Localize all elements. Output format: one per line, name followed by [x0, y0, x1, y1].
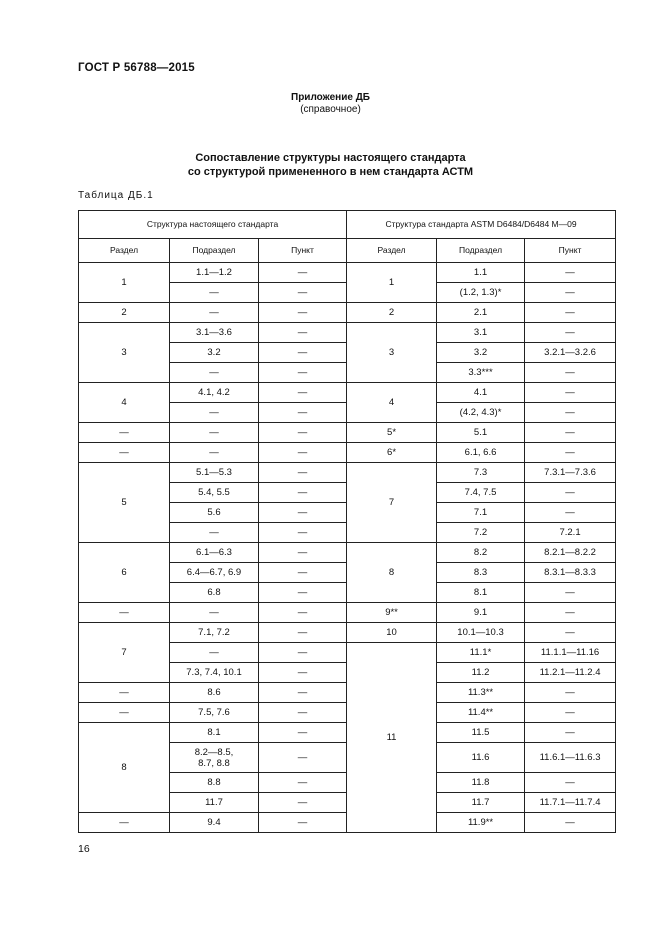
astm-section-cell: 9** — [347, 603, 437, 623]
col-header-astm-clause: Пункт — [525, 239, 616, 263]
section-cell: — — [79, 683, 170, 703]
subsection-cell: — — [170, 423, 259, 443]
subsection-cell: — — [170, 643, 259, 663]
clause-cell: — — [259, 813, 347, 833]
table-row — [79, 323, 616, 343]
astm-clause-cell: 8.2.1—8.2.2 — [525, 543, 616, 563]
clause-cell: — — [259, 743, 347, 773]
table-header-group-row — [79, 211, 616, 239]
astm-subsection-cell: 11.9** — [437, 813, 525, 833]
col-header-astm-subsection: Подраздел — [437, 239, 525, 263]
comparison-table — [78, 210, 616, 833]
astm-subsection-cell: 2.1 — [437, 303, 525, 323]
subsection-cell: — — [170, 603, 259, 623]
subsection-cell: — — [170, 303, 259, 323]
table-row — [79, 443, 616, 463]
subsection-cell: 1.1—1.2 — [170, 263, 259, 283]
subsection-cell: 6.4—6.7, 6.9 — [170, 563, 259, 583]
astm-subsection-cell: 11.1* — [437, 643, 525, 663]
astm-clause-cell: — — [525, 283, 616, 303]
astm-subsection-cell: 11.2 — [437, 663, 525, 683]
section-cell: — — [79, 813, 170, 833]
astm-clause-cell: — — [525, 363, 616, 383]
astm-clause-cell: — — [525, 683, 616, 703]
astm-subsection-cell: 9.1 — [437, 603, 525, 623]
section-cell: 1 — [79, 263, 170, 303]
astm-subsection-cell: 11.6 — [437, 743, 525, 773]
astm-subsection-cell: 7.3 — [437, 463, 525, 483]
section-cell: — — [79, 443, 170, 463]
subsection-cell: — — [170, 443, 259, 463]
astm-subsection-cell: 7.1 — [437, 503, 525, 523]
astm-clause-cell: 11.7.1—11.7.4 — [525, 793, 616, 813]
section-cell: 8 — [79, 723, 170, 813]
astm-clause-cell: 7.2.1 — [525, 523, 616, 543]
clause-cell: — — [259, 563, 347, 583]
section-cell: — — [79, 423, 170, 443]
header-our-standard: Структура настоящего стандарта — [79, 211, 347, 239]
subsection-cell: 7.5, 7.6 — [170, 703, 259, 723]
astm-clause-cell: — — [525, 773, 616, 793]
col-header-astm-section: Раздел — [347, 239, 437, 263]
table-caption: Таблица ДБ.1 — [78, 190, 154, 201]
section-cell: 4 — [79, 383, 170, 423]
astm-section-cell: 11 — [347, 643, 437, 833]
clause-cell: — — [259, 303, 347, 323]
astm-clause-cell: — — [525, 623, 616, 643]
clause-cell: — — [259, 663, 347, 683]
table-header-columns-row — [79, 239, 616, 263]
subsection-cell: 5.6 — [170, 503, 259, 523]
clause-cell: — — [259, 483, 347, 503]
clause-cell: — — [259, 263, 347, 283]
clause-cell: — — [259, 403, 347, 423]
astm-section-cell: 6* — [347, 443, 437, 463]
astm-section-cell: 2 — [347, 303, 437, 323]
astm-section-cell: 10 — [347, 623, 437, 643]
astm-subsection-cell: 10.1—10.3 — [437, 623, 525, 643]
astm-clause-cell: — — [525, 703, 616, 723]
astm-clause-cell: 11.1.1—11.16 — [525, 643, 616, 663]
subsection-cell: 4.1, 4.2 — [170, 383, 259, 403]
table-row — [79, 623, 616, 643]
clause-cell: — — [259, 503, 347, 523]
astm-subsection-cell: 11.5 — [437, 723, 525, 743]
astm-subsection-cell: 8.2 — [437, 543, 525, 563]
page-number: 16 — [78, 843, 90, 855]
astm-clause-cell: — — [525, 263, 616, 283]
table-row — [79, 543, 616, 563]
subsection-cell: 3.2 — [170, 343, 259, 363]
subsection-cell — [170, 743, 259, 773]
clause-cell: — — [259, 793, 347, 813]
clause-cell: — — [259, 343, 347, 363]
astm-subsection-cell: 3.1 — [437, 323, 525, 343]
clause-cell: — — [259, 463, 347, 483]
astm-clause-cell: — — [525, 323, 616, 343]
astm-section-cell: 4 — [347, 383, 437, 423]
clause-cell: — — [259, 523, 347, 543]
table-row — [79, 423, 616, 443]
astm-section-cell: 8 — [347, 543, 437, 603]
astm-clause-cell: 8.3.1—8.3.3 — [525, 563, 616, 583]
table-row — [79, 603, 616, 623]
subsection-cell: 8.6 — [170, 683, 259, 703]
subsection-line-1: 8.2—8.5, — [194, 746, 234, 758]
astm-subsection-cell: 8.3 — [437, 563, 525, 583]
subsection-cell: 6.1—6.3 — [170, 543, 259, 563]
section-cell: 7 — [79, 623, 170, 683]
section-cell: — — [79, 703, 170, 723]
subsection-cell: 7.1, 7.2 — [170, 623, 259, 643]
clause-cell: — — [259, 773, 347, 793]
col-header-section: Раздел — [79, 239, 170, 263]
astm-section-cell: 5* — [347, 423, 437, 443]
astm-section-cell: 3 — [347, 323, 437, 383]
subsection-cell: 7.3, 7.4, 10.1 — [170, 663, 259, 683]
clause-cell: — — [259, 543, 347, 563]
section-cell: 6 — [79, 543, 170, 603]
section-cell: 3 — [79, 323, 170, 383]
clause-cell: — — [259, 623, 347, 643]
subsection-cell: 11.7 — [170, 793, 259, 813]
astm-subsection-cell: (4.2, 4.3)* — [437, 403, 525, 423]
subsection-cell: — — [170, 363, 259, 383]
clause-cell: — — [259, 423, 347, 443]
astm-clause-cell: — — [525, 383, 616, 403]
astm-subsection-cell: 8.1 — [437, 583, 525, 603]
table-row — [79, 383, 616, 403]
astm-clause-cell: — — [525, 603, 616, 623]
subsection-cell: 3.1—3.6 — [170, 323, 259, 343]
astm-clause-cell: — — [525, 303, 616, 323]
subsection-cell: 8.1 — [170, 723, 259, 743]
astm-subsection-cell: 6.1, 6.6 — [437, 443, 525, 463]
table-row — [79, 303, 616, 323]
subsection-cell: — — [170, 523, 259, 543]
clause-cell: — — [259, 363, 347, 383]
clause-cell: — — [259, 323, 347, 343]
page-title-line-1: Сопоставление структуры настоящего стандарта — [195, 152, 466, 164]
section-cell: — — [79, 603, 170, 623]
clause-cell: — — [259, 583, 347, 603]
clause-cell: — — [259, 723, 347, 743]
clause-cell: — — [259, 703, 347, 723]
astm-clause-cell: — — [525, 503, 616, 523]
subsection-cell: 5.4, 5.5 — [170, 483, 259, 503]
col-header-subsection: Подраздел — [170, 239, 259, 263]
astm-subsection-cell: 4.1 — [437, 383, 525, 403]
astm-subsection-cell: 1.1 — [437, 263, 525, 283]
section-cell: 2 — [79, 303, 170, 323]
astm-subsection-cell: 7.2 — [437, 523, 525, 543]
astm-clause-cell: — — [525, 483, 616, 503]
table-row — [79, 463, 616, 483]
clause-cell: — — [259, 683, 347, 703]
astm-subsection-cell: 11.3** — [437, 683, 525, 703]
subsection-cell: 9.4 — [170, 813, 259, 833]
clause-cell: — — [259, 283, 347, 303]
clause-cell: — — [259, 643, 347, 663]
astm-subsection-cell: 5.1 — [437, 423, 525, 443]
astm-subsection-cell: 3.3*** — [437, 363, 525, 383]
subsection-cell: — — [170, 283, 259, 303]
appendix-subtitle: (справочное) — [300, 104, 361, 115]
table-row — [79, 263, 616, 283]
astm-clause-cell: 7.3.1—7.3.6 — [525, 463, 616, 483]
astm-clause-cell: 11.2.1—11.2.4 — [525, 663, 616, 683]
subsection-cell: — — [170, 403, 259, 423]
clause-cell: — — [259, 383, 347, 403]
appendix-title: Приложение ДБ — [291, 92, 370, 103]
header-astm-standard: Структура стандарта ASTM D6484/D6484 M—09 — [347, 211, 616, 239]
clause-cell: — — [259, 443, 347, 463]
section-cell: 5 — [79, 463, 170, 543]
subsection-cell: 5.1—5.3 — [170, 463, 259, 483]
astm-section-cell: 7 — [347, 463, 437, 543]
astm-subsection-cell: 7.4, 7.5 — [437, 483, 525, 503]
clause-cell: — — [259, 603, 347, 623]
astm-clause-cell: — — [525, 443, 616, 463]
subsection-line-2: 8.7, 8.8 — [198, 757, 230, 769]
document-code: ГОСТ Р 56788—2015 — [78, 62, 195, 74]
astm-subsection-cell: 11.8 — [437, 773, 525, 793]
col-header-clause: Пункт — [259, 239, 347, 263]
subsection-cell: 8.8 — [170, 773, 259, 793]
astm-subsection-cell: 11.4** — [437, 703, 525, 723]
astm-subsection-cell: 11.7 — [437, 793, 525, 813]
astm-clause-cell: 11.6.1—11.6.3 — [525, 743, 616, 773]
subsection-cell: 6.8 — [170, 583, 259, 603]
astm-clause-cell: — — [525, 723, 616, 743]
astm-subsection-cell: (1.2, 1.3)* — [437, 283, 525, 303]
page-title-line-2: со структурой примененного в нем стандарта АСТМ — [187, 166, 474, 178]
astm-section-cell: 1 — [347, 263, 437, 303]
astm-clause-cell: 3.2.1—3.2.6 — [525, 343, 616, 363]
astm-clause-cell: — — [525, 583, 616, 603]
astm-clause-cell: — — [525, 403, 616, 423]
astm-subsection-cell: 3.2 — [437, 343, 525, 363]
astm-clause-cell: — — [525, 813, 616, 833]
astm-clause-cell: — — [525, 423, 616, 443]
